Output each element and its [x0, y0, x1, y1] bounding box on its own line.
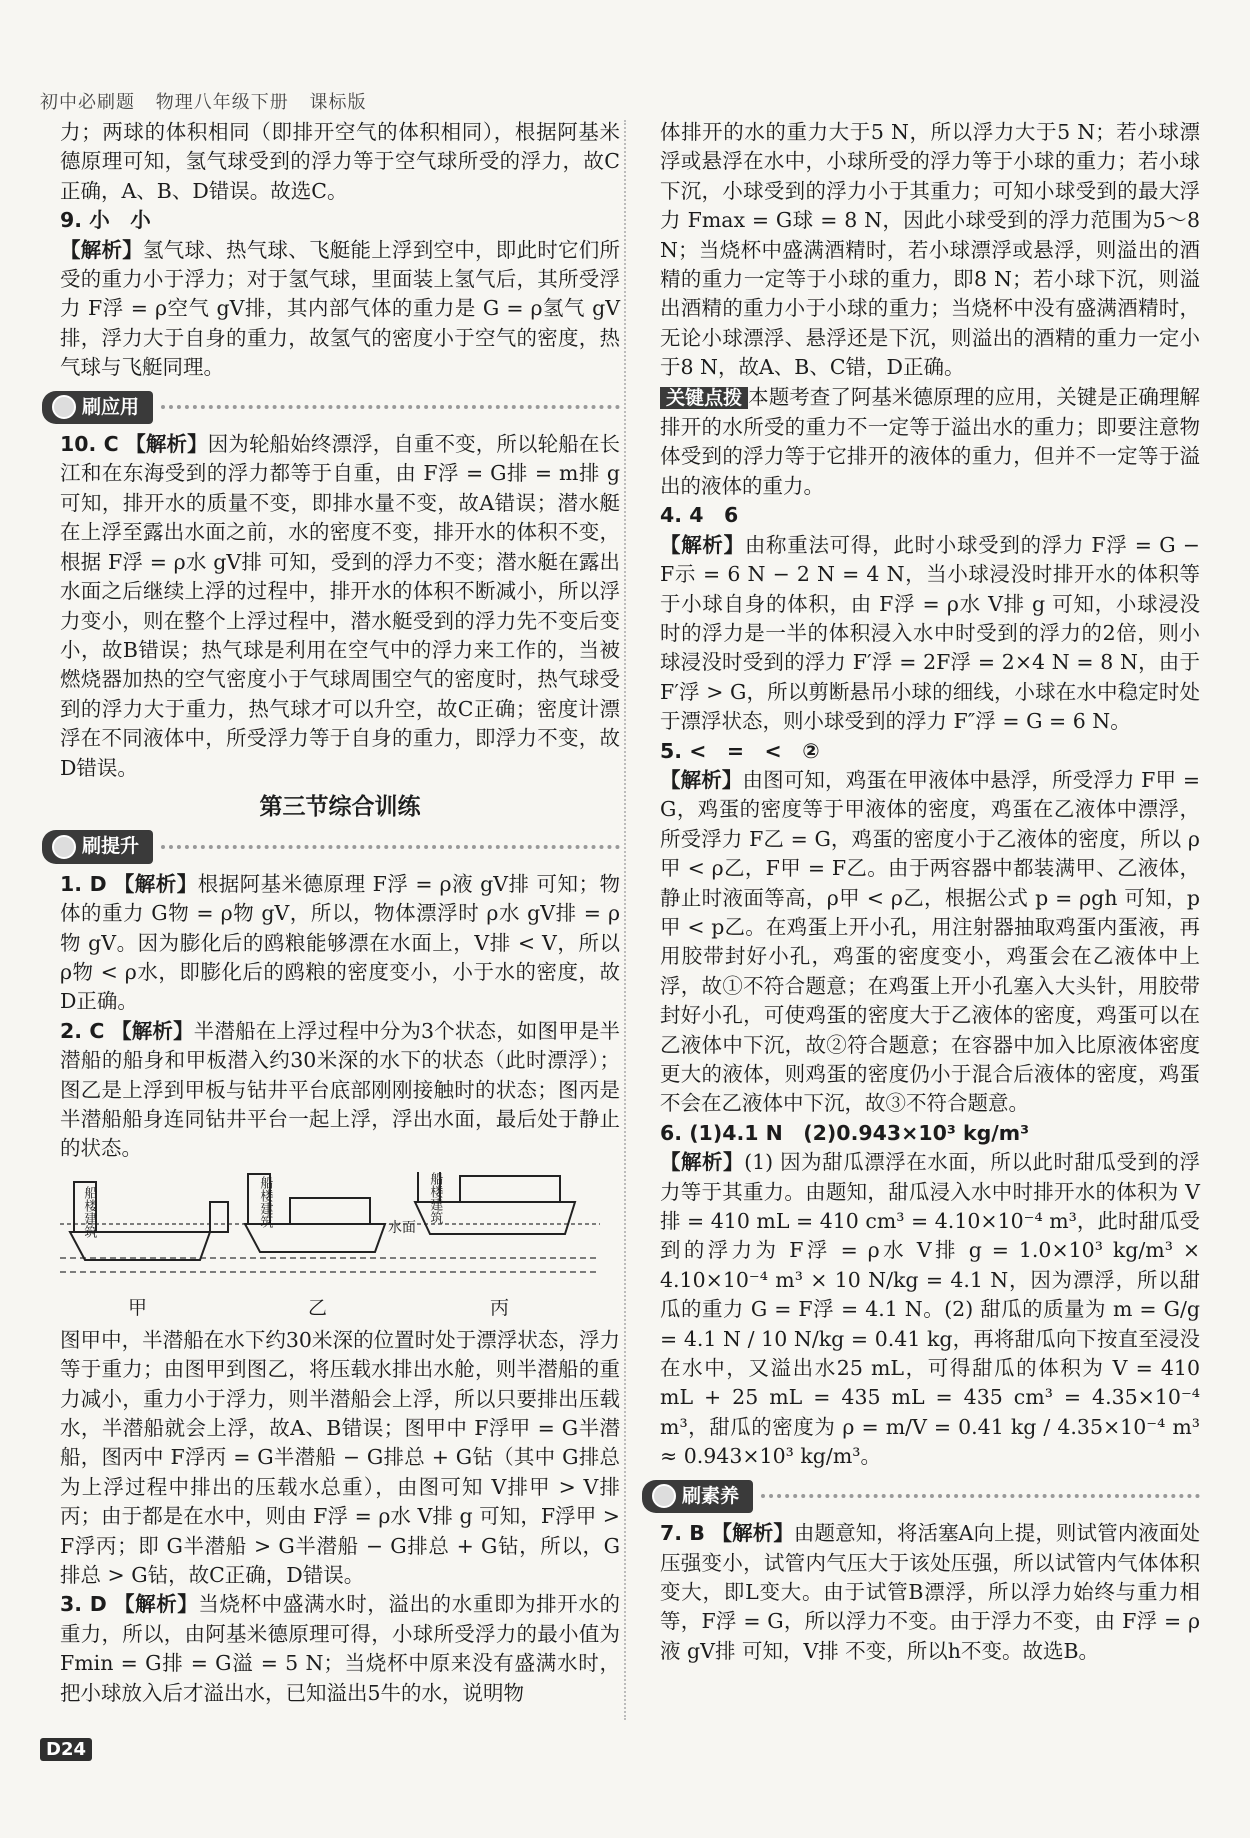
banner-apply-label: 刷应用 [82, 395, 140, 418]
q10-answer: 10. C [60, 432, 119, 457]
q3-tag: 【解析】 [113, 1592, 199, 1617]
ship-label-3: 船楼建筑 [427, 1171, 443, 1224]
intro-paragraph: 力；两球的体积相同（即排开空气的体积相同），根据阿基米德原理可知，氢气球受到的浮力等于空气球所受的浮力，故C正确，A、B、D错误。故选C。 [60, 120, 620, 203]
q5 [660, 737, 1200, 1119]
keypoint-label: 关键点拨 [660, 387, 748, 409]
q9-answer: 9. 小 小 [60, 208, 151, 233]
q3-answer: 3. D [60, 1592, 107, 1617]
q10 [60, 430, 620, 783]
q3-continued: 体排开的水的重力大于5 N，所以浮力大于5 N；若小球漂浮或悬浮在水中，小球所受的浮力等于小球的重力；若小球下沉，小球受到的浮力小于其重力；可知小球受到的最大浮力 Fmax = G球 = 8 N，因此小球受到的浮力范围为5～8 N；当烧杯中盛满酒精时，若小球漂浮或悬浮，则溢出的酒精的重力一定等于小球的重力，即8 N；若小球下沉，则溢出酒精的重力小于小球的重力；当烧杯中没有盛满酒精时，无论小球漂浮、悬浮还是下沉，则溢出的酒精的重力一定小于8 N，故A、B、C错，D正确。 [660, 120, 1200, 380]
q5-text: 由图可知，鸡蛋在甲液体中悬浮，所受浮力 F甲 = G，鸡蛋的密度等于甲液体的密度，鸡蛋在乙液体中漂浮，所受浮力 F乙 = G，鸡蛋的密度小于乙液体的密度，所以 ρ甲 < ρ乙，F甲 = F乙。由于两容器中都装满甲、乙液体，静止时液面等高，ρ甲 < ρ乙，根据公式 p = ρgh 可知，p甲 < p乙。在鸡蛋上开小孔，用注射器抽取鸡蛋内蛋液，再用胶带封好小孔，鸡蛋的密度变小，鸡蛋会在乙液体中上浮，故①不符合题意；在鸡蛋上开小孔塞入大头针，用胶带封好小孔，可使鸡蛋的密度大于乙液体的密度，鸡蛋可以在乙液体中下沉，故②符合题意；在容器中加入比原液体密度更大的液体，则鸡蛋的密度仍小于混合后液体的密度，鸡蛋不会在乙液体中下沉，故③不符合题意。 [660, 767, 1200, 1116]
q9 [60, 206, 620, 382]
q9-text: 氢气球、热气球、飞艇能上浮到空中，即此时它们所受的重力小于浮力；对于氢气球，里面装上氢气后，其所受浮力 F浮 = ρ空气 gV排，其内部气体的重力是 G = ρ氢气 gV排，浮力大于自身的重力，故氢气的密度小于空气的密度，热气球与飞艇同理。 [60, 237, 620, 380]
q10-tag: 【解析】 [125, 432, 208, 457]
q2-tag: 【解析】 [111, 1018, 194, 1043]
q6 [660, 1119, 1200, 1472]
right-column [660, 118, 1200, 1666]
q1-answer: 1. D [60, 871, 107, 896]
q6-answer: 6. (1)4.1 N (2)0.943×10³ kg/m³ [660, 1120, 1030, 1145]
q1 [60, 870, 620, 1017]
q2-text: 半潜船在上浮过程中分为3个状态，如图甲是半潜船的船身和甲板潜入约30米深的水下的状态（此时漂浮）；图乙是上浮到甲板与钻井平台底部刚刚接触时的状态；图丙是半潜船船身连同钻井平台一起上浮，浮出水面，最后处于静止的状态。 [60, 1018, 621, 1161]
q7-tag: 【解析】 [711, 1521, 794, 1546]
semi-submersible-figure [60, 1172, 600, 1322]
q7-answer: 7. B [660, 1521, 705, 1546]
figure-label-jia: 甲 [128, 1296, 148, 1319]
q4-tag: 【解析】 [660, 532, 745, 557]
q7 [660, 1519, 1200, 1666]
q5-answer: 5. < = < ② [660, 738, 820, 763]
q4 [660, 501, 1200, 736]
page-header [40, 88, 380, 114]
q1-tag: 【解析】 [113, 871, 198, 896]
q7-text: 由题意知，将活塞A向上提，则试管内液面处压强变小，试管内气压大于该处压强，所以试管内气体体积变大，即L变大。由于试管B漂浮，所以浮力始终与重力相等，F浮 = G，所以浮力不变。由于浮力不变，由 F浮 = ρ液 gV排 可知，V排 不变，所以h不变。故选B。 [660, 1521, 1200, 1663]
q2-answer: 2. C [60, 1018, 105, 1043]
ship-label-2: 船楼建筑 [257, 1175, 273, 1228]
banner-literacy-label: 刷素养 [682, 1484, 740, 1507]
q1-text: 根据阿基米德原理 F浮 = ρ液 gV排 可知；物体的重力 G物 = ρ物 gV，所以，物体漂浮时 ρ水 gV排 = ρ物 gV。因为膨化后的鸥粮能够漂在水面上，V排 < V，所以 ρ物 < ρ水，即膨化后的鸥粮的密度变小，小于水的密度，故D正确。 [60, 871, 620, 1014]
brush-icon [52, 835, 76, 859]
keypoint-text: 本题考查了阿基米德原理的应用，关键是正确理解排开的水所受的重力不一定等于溢出水的重力；即要注意物体受到的浮力等于它排开的液体的重力，但并不一定等于溢出的液体的重力。 [660, 384, 1200, 498]
brush-icon [52, 395, 76, 419]
q10-text: 因为轮船始终漂浮，自重不变，所以轮船在长江和在东海受到的浮力都等于自重，由 F浮 = G排 = m排 g 可知，排开水的质量不变，即排水量不变，故A错误；潜水艇在上浮至露出水面之前，水的密度不变，排开水的体积不变，根据 F浮 = ρ水 gV排 可知，受到的浮力不变；潜水艇在露出水面之后继续上浮的过程中，排开水的体积不断减小，所以浮力变小，则在整个上浮过程中，潜水艇受到的浮力先不变后变小，故B错误；热气球是利用在空气中的浮力来工作的，当被燃烧器加热的空气密度小于气球周围空气的密度时，热气球受到的浮力大于重力，热气球才可以升空，故C正确；密度计漂浮在不同液体中，所受浮力等于自身的重力，即浮力不变，故D错误。 [60, 432, 621, 780]
section-title: 第三节综合训练 [259, 793, 421, 820]
page-number: D24 [40, 1738, 92, 1761]
column-divider [624, 120, 626, 1720]
q4-answer: 4. 4 6 [660, 503, 739, 528]
edition-label: 课标版 [309, 92, 367, 113]
q6-text: (1) 因为甜瓜漂浮在水面，所以此时甜瓜受到的浮力等于其重力。由题知，甜瓜浸入水中时排开水的体积为 V排 = 410 mL = 410 cm³ = 4.10×10⁻⁴ m³，此时甜瓜受到的浮力为 F浮 = ρ水 V排 g = 1.0×10³ kg/m³ × 4.10×10⁻⁴ m³ × 10 N/kg = 4.1 N，因为漂浮，所以甜瓜的重力 G = F浮 = 4.1 N。(2) 甜瓜的质量为 m = G/g = 4.1 N / 10 N/kg = 0.41 kg，再将甜瓜向下按直至浸没在水中，又溢出水25 mL，可得甜瓜的体积为 V = 410 mL + 25 mL = 435 mL = 435 cm³ = 4.35×10⁻⁴ m³，甜瓜的密度为 ρ = m/V = 0.41 kg / 4.35×10⁻⁴ m³ ≈ 0.943×10³ kg/m³。 [660, 1150, 1200, 1469]
figure-label-yi: 乙 [308, 1296, 328, 1319]
q6-tag: 【解析】 [660, 1150, 745, 1175]
banner-improve-label: 刷提升 [82, 835, 140, 858]
q9-tag: 【解析】 [60, 237, 143, 262]
q2 [60, 1017, 620, 1164]
water-surface-label: 水面 [388, 1219, 416, 1236]
banner-apply [42, 391, 620, 424]
left-column [60, 118, 620, 1708]
banner-literacy [642, 1480, 1200, 1513]
figure-label-bing: 丙 [490, 1296, 510, 1319]
book-title: 初中必刷题 [40, 92, 135, 113]
q2-continued: 图甲中，半潜船在水下约30米深的位置时处于漂浮状态，浮力等于重力；由图甲到图乙，将压载水排出水舱，则半潜船的重力减小，重力小于浮力，则半潜船会上浮，所以只要排出压载水，半潜船就会上浮，故A、B错误；图甲中 F浮甲 = G半潜船，图丙中 F浮丙 = G半潜船 − G排总 + G钻（其中 G排总为上浮过程中排出的压载水总重），由图可知 V排甲 > V排丙；由于都是在水中，则由 F浮 = ρ水 V排 g 可知，F浮甲 > F浮丙；即 G半潜船 > G半潜船 − G排总 + G钻，所以，G排总 > G钻，故C正确，D错误。 [60, 1327, 620, 1588]
brush-icon [652, 1484, 676, 1508]
banner-improve [42, 830, 620, 863]
keypoint [660, 383, 1200, 502]
q4-text: 由称重法可得，此时小球受到的浮力 F浮 = G − F示 = 6 N − 2 N = 4 N，当小球浸没时排开水的体积等于小球自身的体积，由 F浮 = ρ水 V排 g 可知，小球浸没时的浮力是一半的体积浸入水中时受到的浮力的2倍，则小球浸没时受到的浮力 F′浮 = 2F浮 = 2×4 N = 8 N，由于 F′浮 > G，所以剪断悬吊小球的细线，小球在水中稳定时处于漂浮状态，则小球受到的浮力 F″浮 = G = 6 N。 [660, 532, 1200, 734]
q5-tag: 【解析】 [660, 767, 743, 792]
ship-label-1: 船楼建筑 [81, 1185, 97, 1238]
q3-text: 当烧杯中盛满水时，溢出的水重即为排开水的重力，所以，由阿基米德原理可得，小球所受浮力的最小值为 Fmin = G排 = G溢 = 5 N；当烧杯中原来没有盛满水时，把小球放入后才溢出水，已知溢出5牛的水，说明物 [60, 1592, 621, 1705]
subject-title: 物理八年级下册 [155, 92, 289, 113]
q3 [60, 1590, 620, 1708]
